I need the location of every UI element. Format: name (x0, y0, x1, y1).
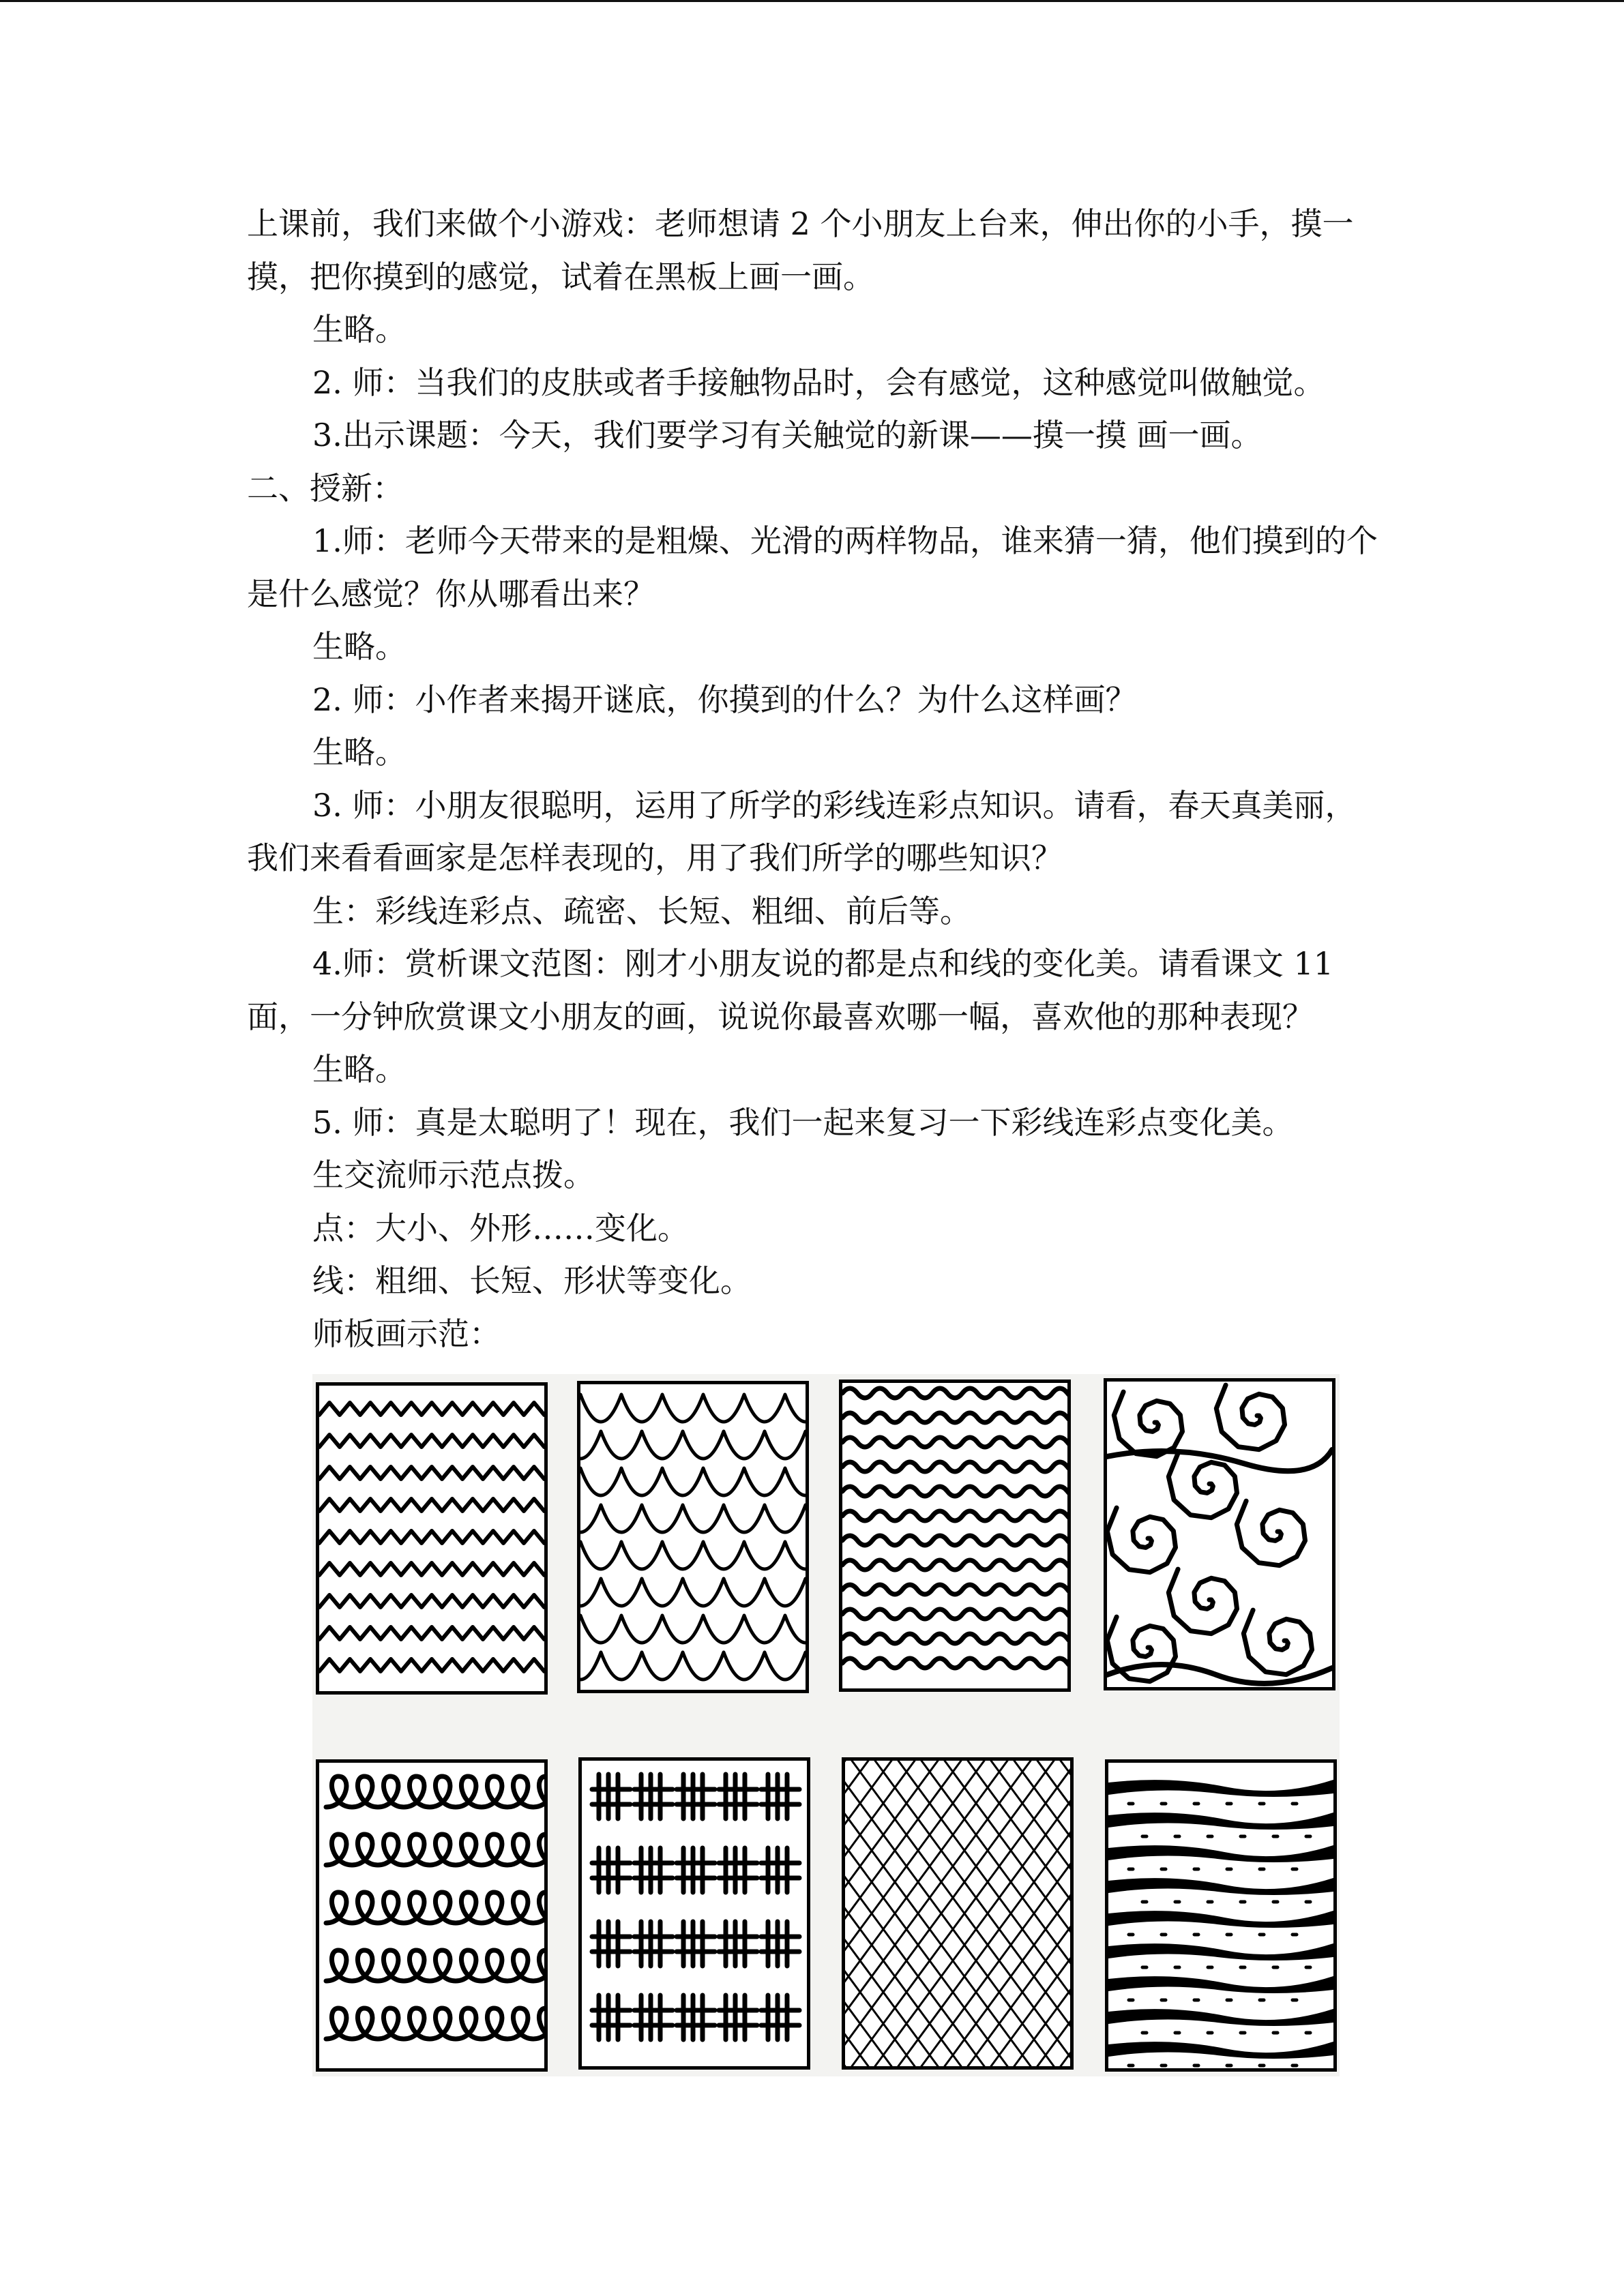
pattern-stroke (842, 1536, 1067, 1545)
pattern-stroke (1108, 1813, 1333, 1829)
pattern-stroke (326, 2008, 544, 2039)
pattern-stroke (319, 1467, 544, 1479)
pattern-stroke (580, 1615, 806, 1643)
pattern-stroke (1108, 1911, 1333, 1927)
pattern-stroke (319, 1499, 544, 1511)
hash-marks-pattern (578, 1757, 810, 2070)
pattern-stroke (1168, 1453, 1237, 1518)
pattern-stroke (842, 1462, 1067, 1472)
pattern-stroke (1243, 1610, 1312, 1675)
pattern-stroke (842, 1388, 1067, 1398)
pattern-stroke (580, 1468, 806, 1495)
pattern-stroke (719, 1995, 757, 2040)
pattern-stroke (842, 1658, 1067, 1668)
pattern-stroke (592, 1848, 630, 1892)
pattern-stroke (1108, 1879, 1333, 1894)
pattern-stroke (842, 1634, 1067, 1643)
pattern-figure (312, 1374, 1340, 2076)
pattern-stroke (326, 1776, 544, 1807)
paragraph-10: 3. 师：小朋友很聪明，运用了所学的彩线连彩点知识。请看，春天真美丽，我们来看看画家是怎样表现的，用了我们所学的哪些知识？ (247, 786, 1357, 876)
paragraph-8: 2. 师：小作者来揭开谜底，你摸到的什么？为什么这样画？ (312, 681, 1137, 718)
pattern-stroke (677, 1995, 715, 2040)
zigzag-lines-pattern (316, 1382, 548, 1695)
pattern-stroke (1108, 1780, 1333, 1796)
pattern-stroke (580, 1431, 806, 1459)
pattern-stroke (319, 1403, 544, 1415)
pattern-stroke (842, 1585, 1067, 1594)
pattern-stroke (761, 1922, 799, 1966)
pattern-stroke (1108, 1977, 1333, 1993)
pattern-stroke (592, 1922, 630, 1966)
pattern-stroke (1107, 1450, 1332, 1471)
pattern-stroke (326, 1834, 544, 1865)
pattern-stroke (319, 1531, 544, 1543)
pattern-stroke (319, 1595, 544, 1607)
pattern-stroke (842, 1560, 1067, 1570)
pattern-stroke (580, 1505, 806, 1532)
pattern-stroke (677, 1774, 715, 1819)
paragraph-18: 师板画示范： (312, 1315, 501, 1352)
pattern-stroke (326, 1892, 544, 1923)
swirl-pattern (1104, 1378, 1335, 1690)
pattern-stroke (719, 1848, 757, 1892)
pattern-stroke (319, 1563, 544, 1575)
pattern-stroke (326, 1950, 544, 1981)
pattern-stroke (677, 1922, 715, 1966)
streak-pattern (1105, 1759, 1337, 2072)
paragraph-12: 4.师：赏析课文范图：刚才小朋友说的都是点和线的变化美。请看课文 11 面，一分钟欣赏课文小朋友的画，说说你最喜欢哪一幅，喜欢他的那种表现？ (247, 945, 1334, 1035)
paragraph-16: 点：大小、外形……变化。 (312, 1209, 689, 1247)
document-body (247, 198, 1379, 1360)
paragraph-1: 上课前，我们来做个小游戏：老师想请 2 个小朋友上台来，伸出你的小手，摸一摸，把你摸到的感觉，试着在黑板上画一画。 (247, 205, 1354, 295)
pattern-stroke (761, 1774, 799, 1819)
paragraph-17: 线：粗细、长短、形状等变化。 (312, 1262, 752, 1299)
pattern-stroke (580, 1652, 806, 1680)
pattern-stroke (842, 1609, 1067, 1619)
pattern-stroke (1216, 1385, 1284, 1450)
pattern-stroke (719, 1774, 757, 1819)
pattern-stroke (1108, 1944, 1333, 1960)
scale-pattern (577, 1381, 809, 1693)
pattern-stroke (842, 1511, 1067, 1521)
pattern-stroke (842, 1437, 1067, 1447)
pattern-stroke (580, 1542, 806, 1569)
pattern-stroke (1108, 1846, 1333, 1862)
pattern-stroke (719, 1922, 757, 1966)
pattern-stroke (761, 1995, 799, 2040)
pattern-stroke (580, 1579, 806, 1606)
pattern-stroke (319, 1659, 544, 1671)
top-edge (0, 0, 1624, 2)
paragraph-2: 生略。 (312, 311, 407, 348)
pattern-stroke (1108, 2042, 1333, 2058)
pattern-stroke (1114, 1392, 1182, 1457)
paragraph-4: 3.出示课题：今天，我们要学习有关触觉的新课——摸一摸 画一画。 (312, 417, 1263, 453)
pattern-stroke (319, 1435, 544, 1447)
pattern-stroke (842, 1487, 1067, 1496)
pattern-stroke (1108, 2010, 1333, 2025)
pattern-stroke (842, 1413, 1067, 1422)
pattern-stroke (634, 1922, 673, 1966)
paragraph-11: 生：彩线连彩点、疏密、长短、粗细、前后等。 (312, 892, 971, 929)
paragraph-3: 2. 师：当我们的皮肤或者手接触物品时，会有感觉，这种感觉叫做触觉。 (312, 363, 1325, 401)
pattern-stroke (580, 1395, 806, 1422)
pattern-stroke (634, 1774, 673, 1819)
paragraph-6: 1.师：老师今天带来的是粗燥、光滑的两样物品，谁来猜一猜，他们摸到的个是什么感觉？你从哪看出来？ (247, 522, 1378, 612)
paragraph-7: 生略。 (312, 628, 407, 665)
section-heading: 二、授新： (247, 469, 404, 507)
paragraph-15: 生交流师示范点拨。 (312, 1157, 595, 1193)
pattern-stroke (634, 1995, 673, 2040)
wavy-lines-pattern (839, 1380, 1071, 1692)
pattern-stroke (319, 1627, 544, 1639)
pattern-stroke (845, 1761, 1070, 2066)
pattern-stroke (1237, 1501, 1305, 1566)
pattern-stroke (592, 1995, 630, 2040)
paragraph-9: 生略。 (312, 734, 407, 771)
paragraph-14: 5. 师：真是太聪明了！现在，我们一起来复习一下彩线连彩点变化美。 (312, 1103, 1294, 1141)
pattern-stroke (592, 1774, 630, 1819)
pattern-stroke (634, 1848, 673, 1892)
paragraph-13: 生略。 (312, 1051, 407, 1088)
crosshatch-pattern (842, 1757, 1074, 2070)
pattern-stroke (1168, 1569, 1237, 1634)
loop-lines-pattern (316, 1759, 548, 2072)
pattern-stroke (677, 1848, 715, 1892)
pattern-stroke (1107, 1508, 1175, 1572)
pattern-stroke (761, 1848, 799, 1892)
